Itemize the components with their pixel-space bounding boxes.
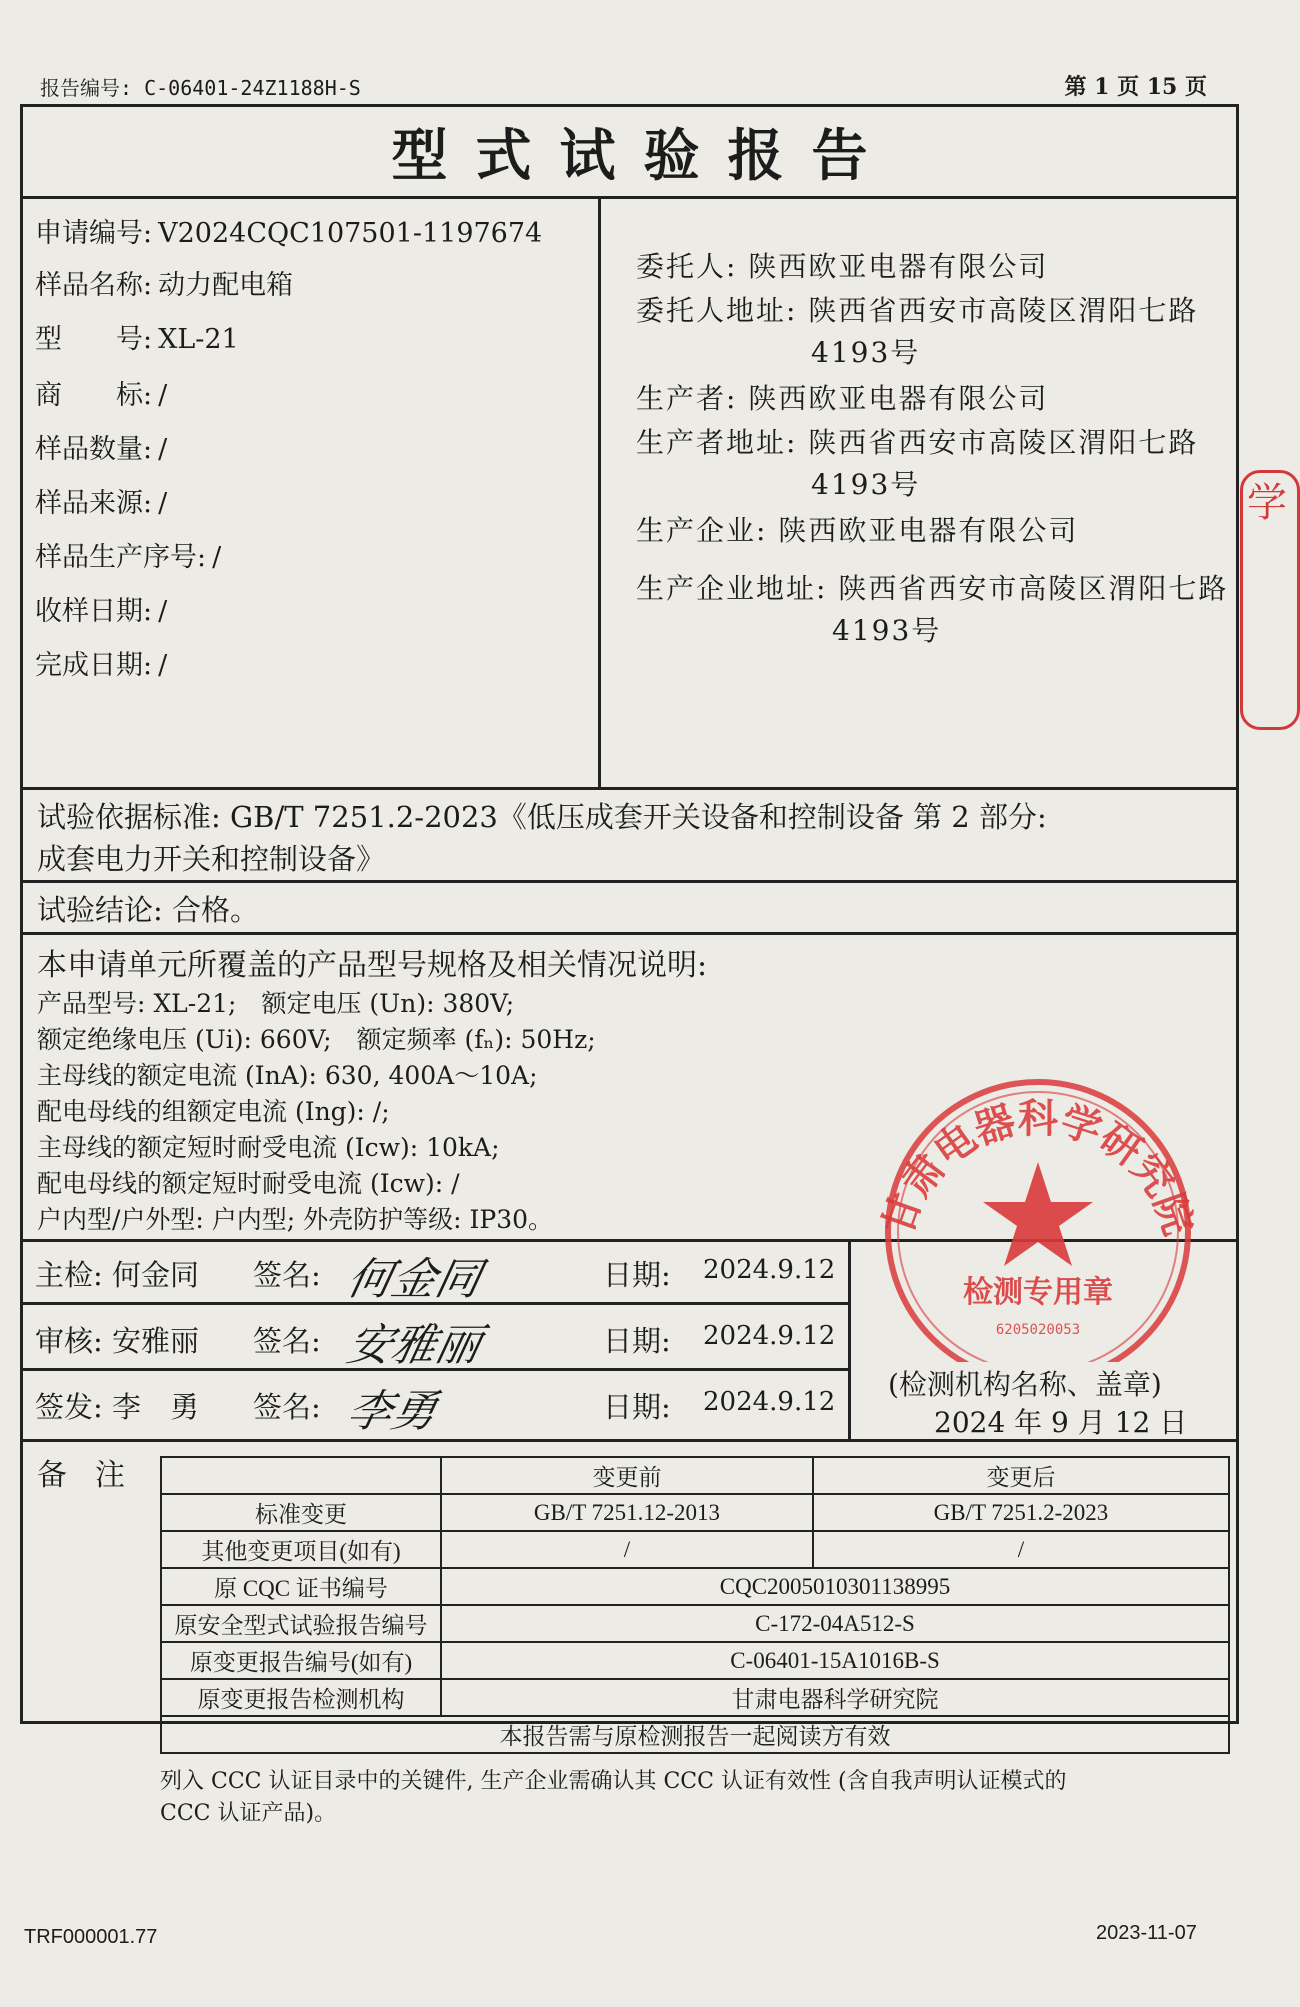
description-line: 主母线的额定电流 (InA): 630, 400A～10A; (37, 1061, 538, 1090)
sample-source-field: 样品来源: / (35, 488, 168, 519)
org-date: 2024 年 9 月 12 日 (934, 1406, 1188, 1439)
table-cell: / (813, 1531, 1229, 1568)
table-cell: 原变更报告编号(如有) (161, 1642, 441, 1679)
table-cell: 甘肃电器科学研究院 (441, 1679, 1229, 1716)
complete-date-field: 完成日期: / (35, 650, 168, 681)
issuer-date: 2024.9.12 (703, 1387, 836, 1417)
table-cell: 原安全型式试验报告编号 (161, 1605, 441, 1642)
table-row (161, 1679, 1229, 1716)
issuer-label: 签发: 李 勇 (35, 1390, 199, 1424)
page-number: 第 1 页 15 页 (1064, 74, 1207, 100)
description-line: 主母线的额定短时耐受电流 (Icw): 10kA; (37, 1133, 500, 1162)
form-date: 2023-11-07 (1096, 1922, 1197, 1944)
conclusion-text: 试验结论: 合格。 (37, 893, 259, 927)
inspector-row (23, 1239, 848, 1305)
sample-info (23, 199, 601, 787)
client-field: 委托人: 陕西欧亚电器有限公司 (636, 250, 1049, 283)
party-info (598, 199, 1236, 787)
test-conclusion (23, 880, 1236, 935)
table-row (161, 1605, 1229, 1642)
client-address-field: 委托人地址: 陕西省西安市高陵区渭阳七路 (636, 294, 1199, 327)
date-label: 日期: (603, 1258, 671, 1292)
table-cell: 标准变更 (161, 1494, 441, 1531)
standard-line-2: 成套电力开关和控制设备》 (37, 842, 386, 876)
reviewer-label: 审核: 安雅丽 (35, 1324, 199, 1358)
factory-address-cont: 4193号 (832, 614, 942, 647)
seal-org-name: 甘肃电器科学研究院 (873, 1094, 1203, 1241)
producer-address-field: 生产者地址: 陕西省西安市高陵区渭阳七路 (636, 426, 1199, 459)
table-cell: 其他变更项目(如有) (161, 1531, 441, 1568)
sign-label: 签名: (253, 1324, 321, 1358)
inspector-date: 2024.9.12 (703, 1255, 836, 1285)
sample-serial-field: 样品生产序号: / (35, 542, 222, 573)
reviewer-row (23, 1305, 848, 1371)
apply-no-field: 申请编号: V2024CQC107501-1197674 (35, 218, 543, 249)
table-row (161, 1642, 1229, 1679)
table-header-row (161, 1457, 1229, 1494)
description-heading: 本申请单元所覆盖的产品型号规格及相关情况说明: (37, 948, 708, 983)
remarks-label: 备注 (37, 1458, 153, 1493)
receive-date-field: 收样日期: / (35, 596, 168, 627)
reviewer-date: 2024.9.12 (703, 1321, 836, 1351)
change-table (160, 1456, 1230, 1754)
table-row (161, 1568, 1229, 1605)
description-line: 配电母线的组额定电流 (Ing): /; (37, 1097, 390, 1126)
side-seal-fragment: 学 (1240, 470, 1300, 730)
factory-field: 生产企业: 陕西欧亚电器有限公司 (636, 514, 1079, 547)
reviewer-signature: 安雅丽 (342, 1320, 486, 1371)
issuer-signature: 李勇 (342, 1386, 442, 1437)
remarks-note-line: CCC 认证产品)。 (160, 1801, 337, 1826)
description-line: 配电母线的额定短时耐受电流 (Icw): / (37, 1169, 460, 1198)
form-number: TRF000001.77 (24, 1926, 158, 1948)
producer-field: 生产者: 陕西欧亚电器有限公司 (636, 382, 1049, 415)
star-icon (983, 1162, 1093, 1266)
test-standard (23, 787, 1236, 883)
table-header-cell: 变更后 (813, 1457, 1229, 1494)
sign-label: 签名: (253, 1390, 321, 1424)
remarks-note-line: 列入 CCC 认证目录中的关键件, 生产企业需确认其 CCC 认证有效性 (含自我声明认证模式的 (160, 1769, 1067, 1794)
table-cell: GB/T 7251.2-2023 (813, 1494, 1229, 1531)
table-cell (161, 1457, 441, 1494)
table-row (161, 1494, 1229, 1531)
table-cell: C-172-04A512-S (441, 1605, 1229, 1642)
client-address-cont: 4193号 (811, 336, 921, 369)
model-field: 型 号: XL-21 (35, 324, 239, 355)
date-label: 日期: (603, 1390, 671, 1424)
table-cell: C-06401-15A1016B-S (441, 1642, 1229, 1679)
remarks-section (23, 1439, 1236, 1826)
table-cell: 原 CQC 证书编号 (161, 1568, 441, 1605)
table-cell: CQC2005010301138995 (441, 1568, 1229, 1605)
date-label: 日期: (603, 1324, 671, 1358)
table-cell: 原变更报告检测机构 (161, 1679, 441, 1716)
table-row (161, 1531, 1229, 1568)
table-cell: / (441, 1531, 813, 1568)
org-name-note: (检测机构名称、盖章) (888, 1368, 1162, 1401)
signature-section (23, 1239, 851, 1439)
description-line: 额定绝缘电压 (Ui): 660V; 额定频率 (fₙ): 50Hz; (37, 1025, 596, 1054)
inspector-label: 主检: 何金同 (35, 1258, 199, 1292)
producer-address-cont: 4193号 (811, 468, 921, 501)
table-cell: GB/T 7251.12-2013 (441, 1494, 813, 1531)
seal-code: 6205020053 (995, 1322, 1081, 1338)
table-header-cell: 变更前 (441, 1457, 813, 1494)
brand-field: 商 标: / (35, 380, 168, 411)
report-title: 型式试验报告 (23, 107, 1236, 199)
report-number: 报告编号: C-06401-24Z1188H-S (40, 76, 361, 100)
report-frame (20, 104, 1239, 1826)
official-seal (838, 1062, 1238, 1362)
standard-line-1: 试验依据标准: GB/T 7251.2-2023《低压成套开关设备和控制设备 第 2 部分: (37, 800, 1047, 834)
sign-label: 签名: (253, 1258, 321, 1292)
description-line: 户内型/户外型: 户内型; 外壳防护等级: IP30。 (37, 1205, 554, 1234)
sample-name-field: 样品名称: 动力配电箱 (35, 270, 294, 301)
factory-address-field: 生产企业地址: 陕西省西安市高陵区渭阳七路 (636, 572, 1229, 605)
table-row (161, 1716, 1229, 1753)
table-cell: 本报告需与原检测报告一起阅读方有效 (161, 1716, 1229, 1753)
info-section (23, 199, 1236, 790)
inspector-signature: 何金同 (342, 1254, 486, 1305)
sample-qty-field: 样品数量: / (35, 434, 168, 465)
issuer-row (23, 1371, 848, 1437)
description-line: 产品型号: XL-21; 额定电压 (Un): 380V; (37, 989, 515, 1018)
seal-purpose: 检测专用章 (963, 1275, 1113, 1310)
